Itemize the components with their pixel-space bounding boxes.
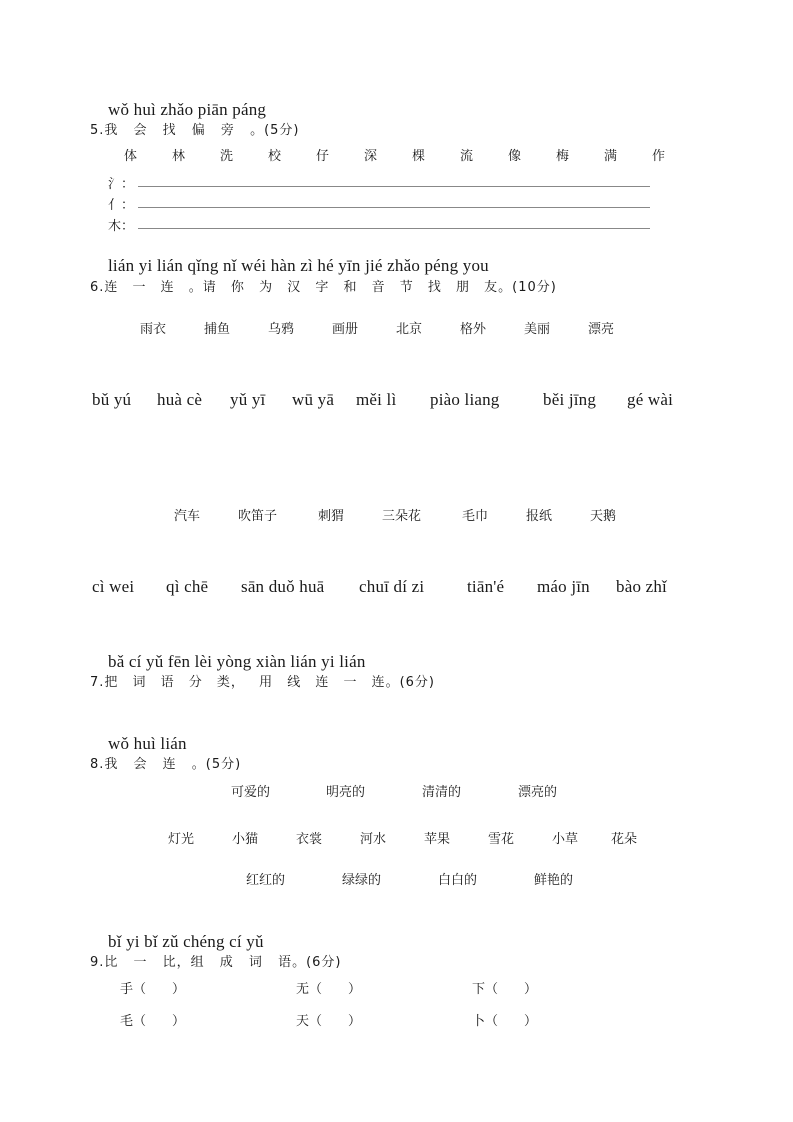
noun-item[interactable]: 小猫: [232, 832, 259, 847]
word-item[interactable]: 雨衣: [140, 322, 167, 337]
radical-person-label: 亻：: [108, 198, 135, 213]
q7-title: 7.把 词 语 分 类， 用 线 连 一 连。(6分): [90, 675, 436, 690]
pinyin-item[interactable]: běi jīng: [543, 390, 597, 409]
word-item[interactable]: 漂亮: [588, 322, 615, 337]
adjective-item[interactable]: 白白的: [438, 873, 478, 888]
char-item: 像: [508, 149, 522, 164]
noun-item[interactable]: 小草: [552, 832, 579, 847]
adjective-item[interactable]: 红红的: [246, 873, 286, 888]
pinyin-item[interactable]: cì wei: [92, 577, 135, 596]
pinyin-item[interactable]: qì chē: [166, 577, 209, 596]
q7-pinyin: bǎ cí yǔ fēn lèi yòng xiàn lián yi lián: [108, 652, 366, 671]
word-item[interactable]: 三朵花: [382, 509, 422, 524]
word-item[interactable]: 天鹅: [590, 509, 617, 524]
adjective-item[interactable]: 漂亮的: [518, 785, 558, 800]
char-item: 林: [172, 149, 186, 164]
q5-title: 5.我 会 找 偏 旁 。(5分): [90, 123, 300, 138]
pinyin-item[interactable]: gé wài: [627, 390, 674, 409]
noun-item[interactable]: 雪花: [488, 832, 515, 847]
fill-blank-item[interactable]: 手（ ）: [120, 982, 186, 997]
adjective-item[interactable]: 绿绿的: [342, 873, 382, 888]
char-item: 流: [460, 149, 474, 164]
q5-pinyin: wǒ huì zhǎo piān páng: [108, 100, 267, 119]
pinyin-item[interactable]: yǔ yī: [230, 390, 266, 409]
adjective-item[interactable]: 明亮的: [326, 785, 366, 800]
q9-title: 9.比 一 比，组 成 词 语。(6分): [90, 955, 342, 970]
word-item[interactable]: 捕鱼: [204, 322, 231, 337]
adjective-item[interactable]: 鲜艳的: [534, 873, 574, 888]
pinyin-item[interactable]: piào liang: [430, 390, 500, 409]
word-item[interactable]: 毛巾: [462, 509, 489, 524]
adjective-item[interactable]: 清清的: [422, 785, 462, 800]
pinyin-item[interactable]: chuī dí zi: [359, 577, 425, 596]
noun-item[interactable]: 河水: [360, 832, 387, 847]
fill-blank-item[interactable]: 天（ ）: [296, 1014, 362, 1029]
adjective-item[interactable]: 可爱的: [231, 785, 271, 800]
char-item: 洗: [220, 149, 234, 164]
q8-title: 8.我 会 连 。(5分): [90, 757, 242, 772]
char-item: 棵: [412, 149, 426, 164]
char-item: 校: [268, 149, 282, 164]
q6-title: 6.连 一 连 。请 你 为 汉 字 和 音 节 找 朋 友。(10分): [90, 280, 557, 295]
noun-item[interactable]: 衣裳: [296, 832, 323, 847]
word-item[interactable]: 北京: [396, 322, 423, 337]
char-item: 深: [364, 149, 378, 164]
char-item: 体: [124, 149, 138, 164]
pinyin-item[interactable]: bào zhǐ: [616, 577, 667, 596]
noun-item[interactable]: 花朵: [611, 832, 638, 847]
fill-blank-item[interactable]: 卜（ ）: [472, 1014, 538, 1029]
answer-line-water[interactable]: [138, 186, 650, 187]
pinyin-item[interactable]: bǔ yú: [92, 390, 132, 409]
word-item[interactable]: 汽车: [174, 509, 201, 524]
q8-pinyin: wǒ huì lián: [108, 734, 187, 753]
answer-line-wood[interactable]: [138, 228, 650, 229]
q6-pinyin: lián yi lián qǐng nǐ wéi hàn zì hé yīn jié zhǎo péng you: [108, 256, 489, 275]
word-item[interactable]: 画册: [332, 322, 359, 337]
radical-water-label: 氵：: [108, 177, 135, 192]
word-item[interactable]: 报纸: [526, 509, 553, 524]
q9-pinyin: bǐ yi bǐ zǔ chéng cí yǔ: [108, 932, 264, 951]
pinyin-item[interactable]: sān duǒ huā: [241, 577, 325, 596]
fill-blank-item[interactable]: 下（ ）: [472, 982, 538, 997]
pinyin-item[interactable]: wū yā: [292, 390, 335, 409]
char-item: 满: [604, 149, 618, 164]
pinyin-item[interactable]: máo jīn: [537, 577, 590, 596]
noun-item[interactable]: 苹果: [424, 832, 451, 847]
pinyin-item[interactable]: měi lì: [356, 390, 397, 409]
word-item[interactable]: 刺猬: [318, 509, 345, 524]
fill-blank-item[interactable]: 无（ ）: [296, 982, 362, 997]
word-item[interactable]: 乌鸦: [268, 322, 295, 337]
pinyin-item[interactable]: huà cè: [157, 390, 203, 409]
radical-wood-label: 木：: [108, 219, 135, 234]
fill-blank-item[interactable]: 毛（ ）: [120, 1014, 186, 1029]
word-item[interactable]: 格外: [460, 322, 487, 337]
noun-item[interactable]: 灯光: [168, 832, 195, 847]
word-item[interactable]: 吹笛子: [238, 509, 278, 524]
word-item[interactable]: 美丽: [524, 322, 551, 337]
char-item: 仔: [316, 149, 330, 164]
char-item: 作: [652, 149, 666, 164]
char-item: 梅: [556, 149, 570, 164]
answer-line-person[interactable]: [138, 207, 650, 208]
pinyin-item[interactable]: tiān'é: [467, 577, 505, 596]
